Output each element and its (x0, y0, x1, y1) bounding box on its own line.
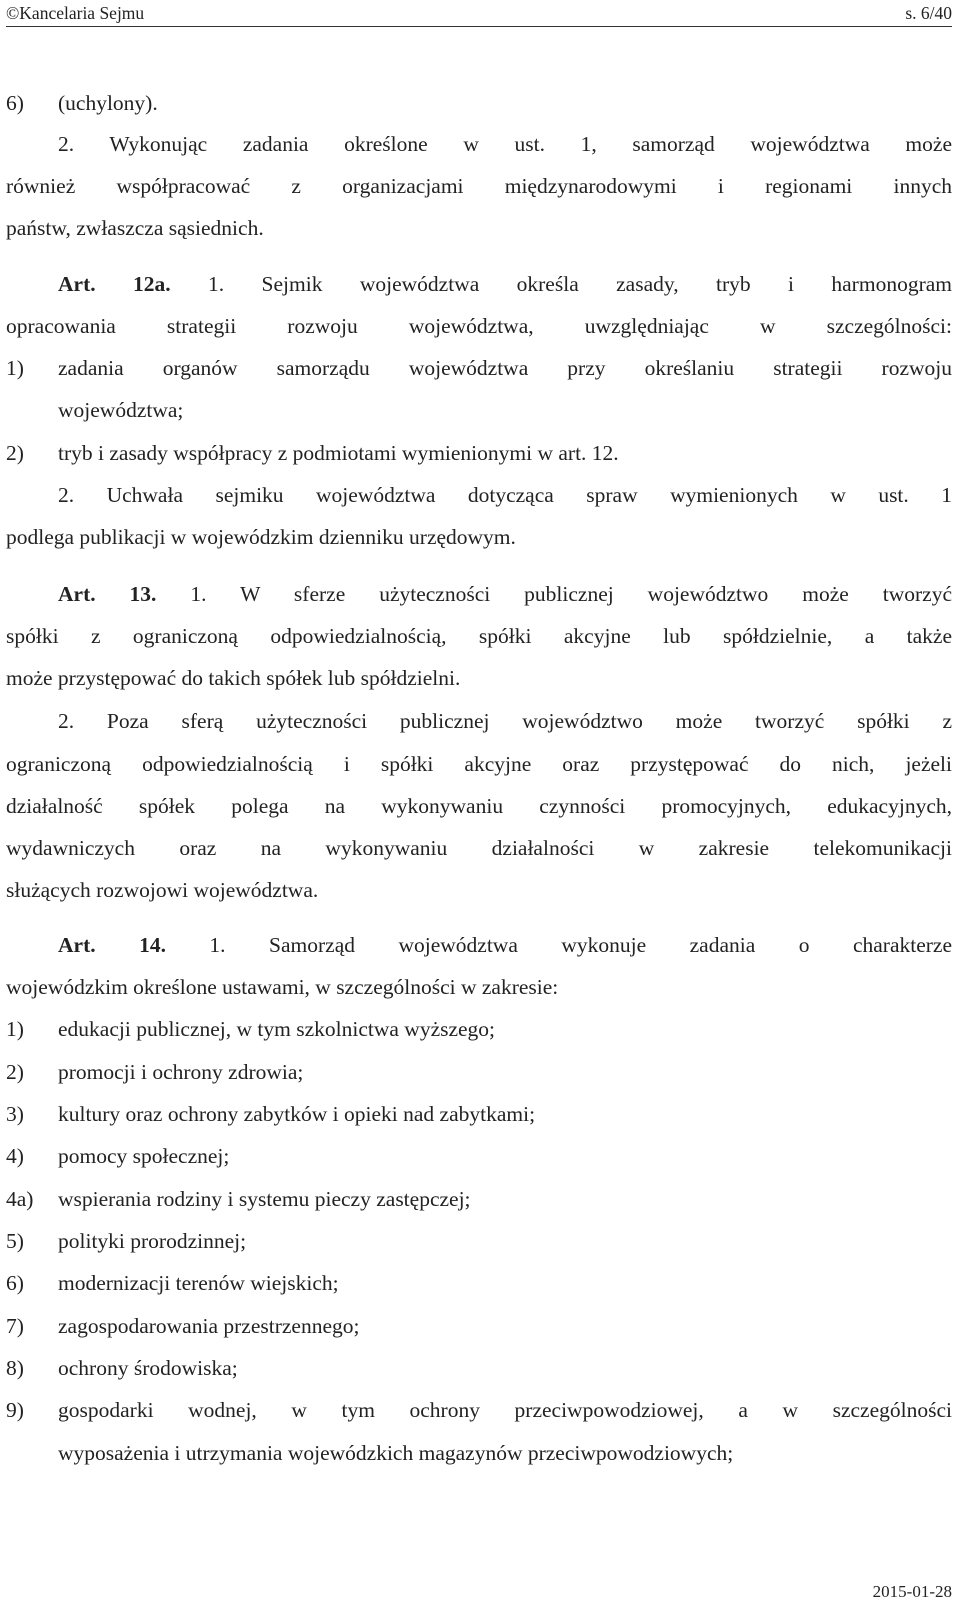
paragraph-line: służących rozwojowi województwa. (6, 878, 319, 902)
article-12a-first-line (58, 271, 952, 297)
list-item-text: województwa; (58, 398, 184, 422)
article-text: 1. W sferze użyteczności publicznej województwo może tworzyć (156, 582, 952, 606)
article-13-first-line (58, 581, 952, 607)
page-footer-date: 2015-01-28 (872, 1582, 952, 1601)
page-header (6, 2, 952, 27)
list-item-text: tryb i zasady współpracy z podmiotami wymienionymi w art. 12. (58, 441, 619, 465)
list-item-label: 7) (6, 1314, 24, 1338)
list-item-text: (uchylony). (58, 91, 158, 115)
paragraph-line: może przystępować do takich spółek lub spółdzielni. (6, 666, 461, 690)
paragraph-line: wojewódzkim określone ustawami, w szczególności w zakresie: (6, 975, 559, 999)
paragraph-line: ograniczoną odpowiedzialnością i spółki akcyjne oraz przystępować do nich, jeżeli (6, 752, 952, 776)
paragraph-line: 2. Uchwała sejmiku województwa dotycząca spraw wymienionych w ust. 1 (58, 483, 952, 507)
list-item-label: 6) (6, 1271, 24, 1295)
paragraph-line: podlega publikacji w wojewódzkim dzienniku urzędowym. (6, 525, 516, 549)
article-14-first-line (58, 932, 952, 958)
article-number: Art. 14. (58, 933, 166, 957)
article-text: 1. Sejmik województwa określa zasady, tryb i harmonogram (170, 272, 952, 296)
paragraph-line: opracowania strategii rozwoju województwa, uwzględniając w szczególności: (6, 314, 952, 338)
article-number: Art. 13. (58, 582, 157, 606)
list-item-text: modernizacji terenów wiejskich; (58, 1271, 339, 1295)
list-item-text: gospodarki wodnej, w tym ochrony przeciwpowodziowej, a w szczególności (58, 1398, 952, 1422)
paragraph-line: spółki z ograniczoną odpowiedzialnością, spółki akcyjne lub spółdzielnie, a także (6, 624, 952, 648)
paragraph-line: 2. Wykonując zadania określone w ust. 1, samorząd województwa może (58, 132, 952, 156)
paragraph-line: 2. Poza sferą użyteczności publicznej województwo może tworzyć spółki z (58, 709, 952, 733)
list-item-label: 4a) (6, 1187, 34, 1211)
list-item-label: 5) (6, 1229, 24, 1253)
list-item-text: zadania organów samorządu województwa przy określaniu strategii rozwoju (58, 356, 952, 380)
article-number: Art. 12a. (58, 272, 171, 296)
paragraph-line: również współpracować z organizacjami międzynarodowymi i regionami innych (6, 174, 952, 198)
list-item-label: 2) (6, 1060, 24, 1084)
list-item-label: 1) (6, 356, 24, 380)
list-item-text: zagospodarowania przestrzennego; (58, 1314, 360, 1338)
list-item-text: polityki prorodzinnej; (58, 1229, 247, 1253)
list-item-text: kultury oraz ochrony zabytków i opieki nad zabytkami; (58, 1102, 536, 1126)
list-item-text: wyposażenia i utrzymania wojewódzkich magazynów przeciwpowodziowych; (58, 1441, 734, 1465)
list-item-label: 6) (6, 91, 24, 115)
list-item-label: 9) (6, 1398, 24, 1422)
paragraph-line: działalność spółek polega na wykonywaniu czynności promocyjnych, edukacyjnych, (6, 794, 952, 818)
list-item-label: 1) (6, 1017, 24, 1041)
list-item-text: promocji i ochrony zdrowia; (58, 1060, 304, 1084)
list-item-text: edukacji publicznej, w tym szkolnictwa wyższego; (58, 1017, 496, 1041)
list-item-label: 3) (6, 1102, 24, 1126)
list-item-label: 2) (6, 441, 24, 465)
paragraph-line: wydawniczych oraz na wykonywaniu działalności w zakresie telekomunikacji (6, 836, 952, 860)
article-text: 1. Samorząd województwa wykonuje zadania o charakterze (165, 933, 952, 957)
list-item-text: wspierania rodziny i systemu pieczy zastępczej; (58, 1187, 471, 1211)
paragraph-line: państw, zwłaszcza sąsiednich. (6, 216, 264, 240)
list-item-text: ochrony środowiska; (58, 1356, 238, 1380)
list-item-label: 8) (6, 1356, 24, 1380)
header-page-number: s. 6/40 (905, 3, 952, 23)
header-copyright: ©Kancelaria Sejmu (6, 3, 145, 23)
list-item-text: pomocy społecznej; (58, 1144, 230, 1168)
list-item-label: 4) (6, 1144, 24, 1168)
